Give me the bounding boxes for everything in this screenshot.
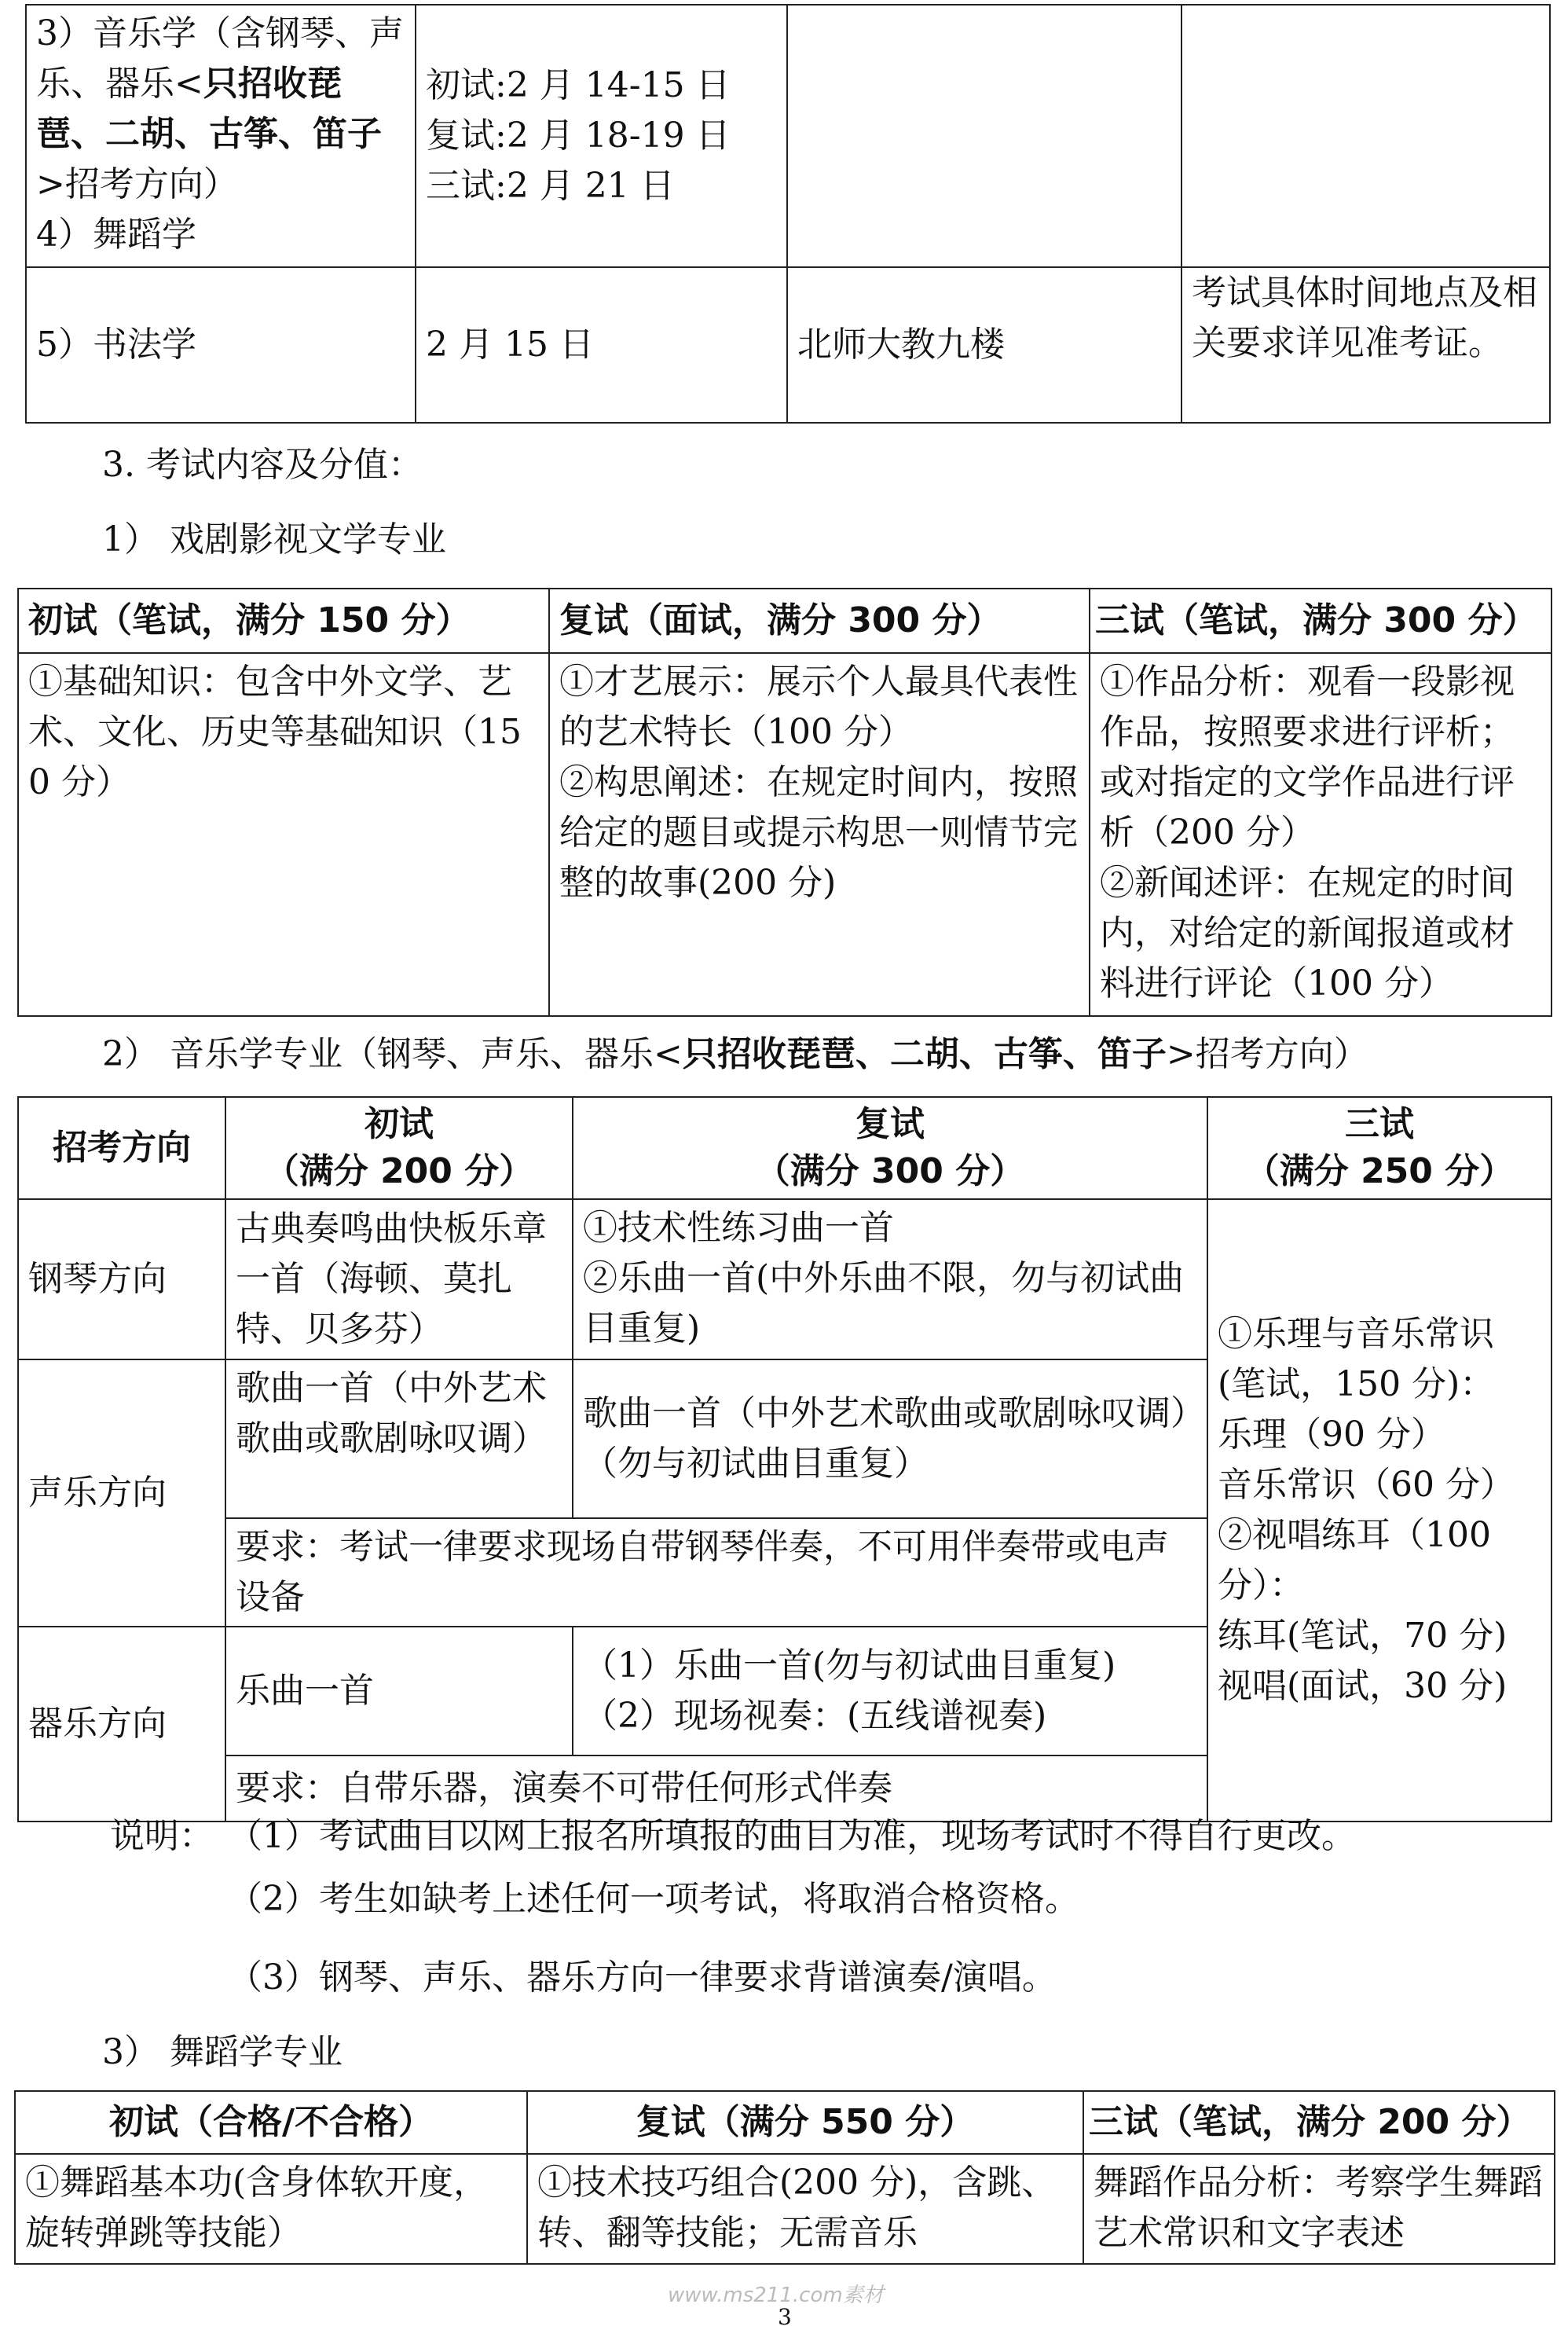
music-table	[17, 1096, 1552, 1822]
schedule-date-third: 三试:2 月 21 日	[426, 166, 675, 206]
dance-header-third: 三试（笔试，满分 200 分）	[1083, 2091, 1555, 2154]
music-header-third	[1207, 1097, 1552, 1199]
note-item-3: （3）钢琴、声乐、器乐方向一律要求背谱演奏/演唱。	[228, 1957, 1057, 1998]
music-header-second-label: 复试	[855, 1104, 925, 1144]
schedule-date-first: 初试:2 月 14-15 日	[426, 65, 731, 105]
section-title: 3. 考试内容及分值：	[102, 445, 423, 485]
music-header-direction: 招考方向	[18, 1097, 225, 1199]
drama-header-first: 初试（笔试，满分 150 分）	[18, 589, 549, 653]
music-third-content: ①乐理与音乐常识(笔试，150 分)： 乐理（90 分） 音乐常识（60 分） ②视唱练耳（100 分）： 练耳(笔试，70 分) 视唱(面试，30 分)	[1207, 1199, 1552, 1822]
drama-header-third: 三试（笔试，满分 300 分）	[1090, 589, 1552, 653]
music-instrument-requirement: 要求：自带乐器，演奏不可带任何形式伴奏	[225, 1756, 1207, 1822]
drama-cell-first: ①基础知识：包含中外文学、艺术、文化、历史等基础知识（150 分）	[18, 653, 549, 1016]
music-header-first	[225, 1097, 573, 1199]
schedule-calligraphy-note: 考试具体时间地点及相关要求详见准考证。	[1181, 267, 1550, 423]
schedule-music-note	[1181, 5, 1550, 267]
dance-table	[14, 2090, 1555, 2265]
note-item-2: （2）考生如缺考上述任何一项考试，将取消合格资格。	[228, 1879, 1079, 1919]
drama-cell-second: ①才艺展示：展示个人最具代表性的艺术特长（100 分） ②构思阐述：在规定时间内，按照给定的题目或提示构思一则情节完整的故事(200 分)	[549, 653, 1090, 1016]
music-header-third-label: 三试	[1345, 1104, 1414, 1144]
schedule-calligraphy-date: 2 月 15 日	[416, 267, 787, 423]
schedule-music-location	[787, 5, 1181, 267]
schedule-calligraphy-major: 5）书法学	[26, 267, 416, 423]
music-header-first-score: （满分 200 分）	[264, 1151, 534, 1191]
notes-label: 说明：	[110, 1816, 214, 1856]
drama-title: 1） 戏剧影视文学专业	[102, 519, 446, 559]
drama-cell-third: ①作品分析：观看一段影视作品，按照要求进行评析；或对指定的文学作品进行评析（200 分） ②新闻述评：在规定的时间内，对给定的新闻报道或材料进行评论（100 分）	[1090, 653, 1552, 1016]
schedule-music-dates	[416, 5, 787, 267]
music-piano-first: 古典奏鸣曲快板乐章一首（海顿、莫扎特、贝多芬）	[225, 1199, 573, 1359]
dance-header-second: 复试（满分 550 分）	[527, 2091, 1083, 2154]
music-piano-direction: 钢琴方向	[18, 1199, 225, 1359]
dance-cell-third: 舞蹈作品分析：考察学生舞蹈艺术常识和文字表述	[1083, 2154, 1555, 2264]
note-item-1: （1）考试曲目以网上报名所填报的曲目为准，现场考试时不得自行更改。	[228, 1816, 1356, 1856]
music-instrument-direction: 器乐方向	[18, 1627, 225, 1822]
music-header-first-label: 初试	[365, 1104, 434, 1144]
music-header-second-score: （满分 300 分）	[755, 1151, 1025, 1191]
watermark: www.ms211.com素材	[668, 2284, 884, 2307]
music-vocal-first: 歌曲一首（中外艺术歌曲或歌剧咏叹调）	[225, 1359, 573, 1518]
music-title: 2） 音乐学专业（钢琴、声乐、器乐<只招收琵琶、二胡、古筝、笛子>招考方向）	[102, 1034, 1368, 1074]
schedule-date-second: 复试:2 月 18-19 日	[426, 116, 731, 156]
drama-table	[17, 588, 1552, 1017]
music-instrument-second: （1）乐曲一首(勿与初试曲目重复) （2）现场视奏：(五线谱视奏)	[573, 1627, 1207, 1756]
music-header-third-score: （满分 250 分）	[1244, 1151, 1515, 1191]
dance-cell-first: ①舞蹈基本功(含身体软开度，旋转弹跳等技能）	[15, 2154, 527, 2264]
page-number: 3	[778, 2304, 792, 2330]
music-header-second	[573, 1097, 1207, 1199]
dance-header-first: 初试（合格/不合格）	[15, 2091, 527, 2154]
music-vocal-requirement: 要求：考试一律要求现场自带钢琴伴奏，不可用伴奏带或电声设备	[225, 1518, 1207, 1627]
schedule-calligraphy-location: 北师大教九楼	[787, 267, 1181, 423]
music-vocal-direction: 声乐方向	[18, 1359, 225, 1627]
music-instrument-first: 乐曲一首	[225, 1627, 573, 1756]
dance-cell-second: ①技术技巧组合(200 分)，含跳、转、翻等技能；无需音乐	[527, 2154, 1083, 2264]
schedule-music-major: 3）音乐学（含钢琴、声乐、器乐<只招收琵琶、二胡、古筝、笛子>招考方向） 4）舞蹈学	[26, 5, 416, 267]
schedule-table	[25, 4, 1551, 424]
dance-title: 3） 舞蹈学专业	[102, 2032, 343, 2072]
music-piano-second: ①技术性练习曲一首 ②乐曲一首(中外乐曲不限，勿与初试曲目重复)	[573, 1199, 1207, 1359]
music-vocal-second: 歌曲一首（中外艺术歌曲或歌剧咏叹调）（勿与初试曲目重复）	[573, 1359, 1207, 1518]
drama-header-second: 复试（面试，满分 300 分）	[549, 589, 1090, 653]
